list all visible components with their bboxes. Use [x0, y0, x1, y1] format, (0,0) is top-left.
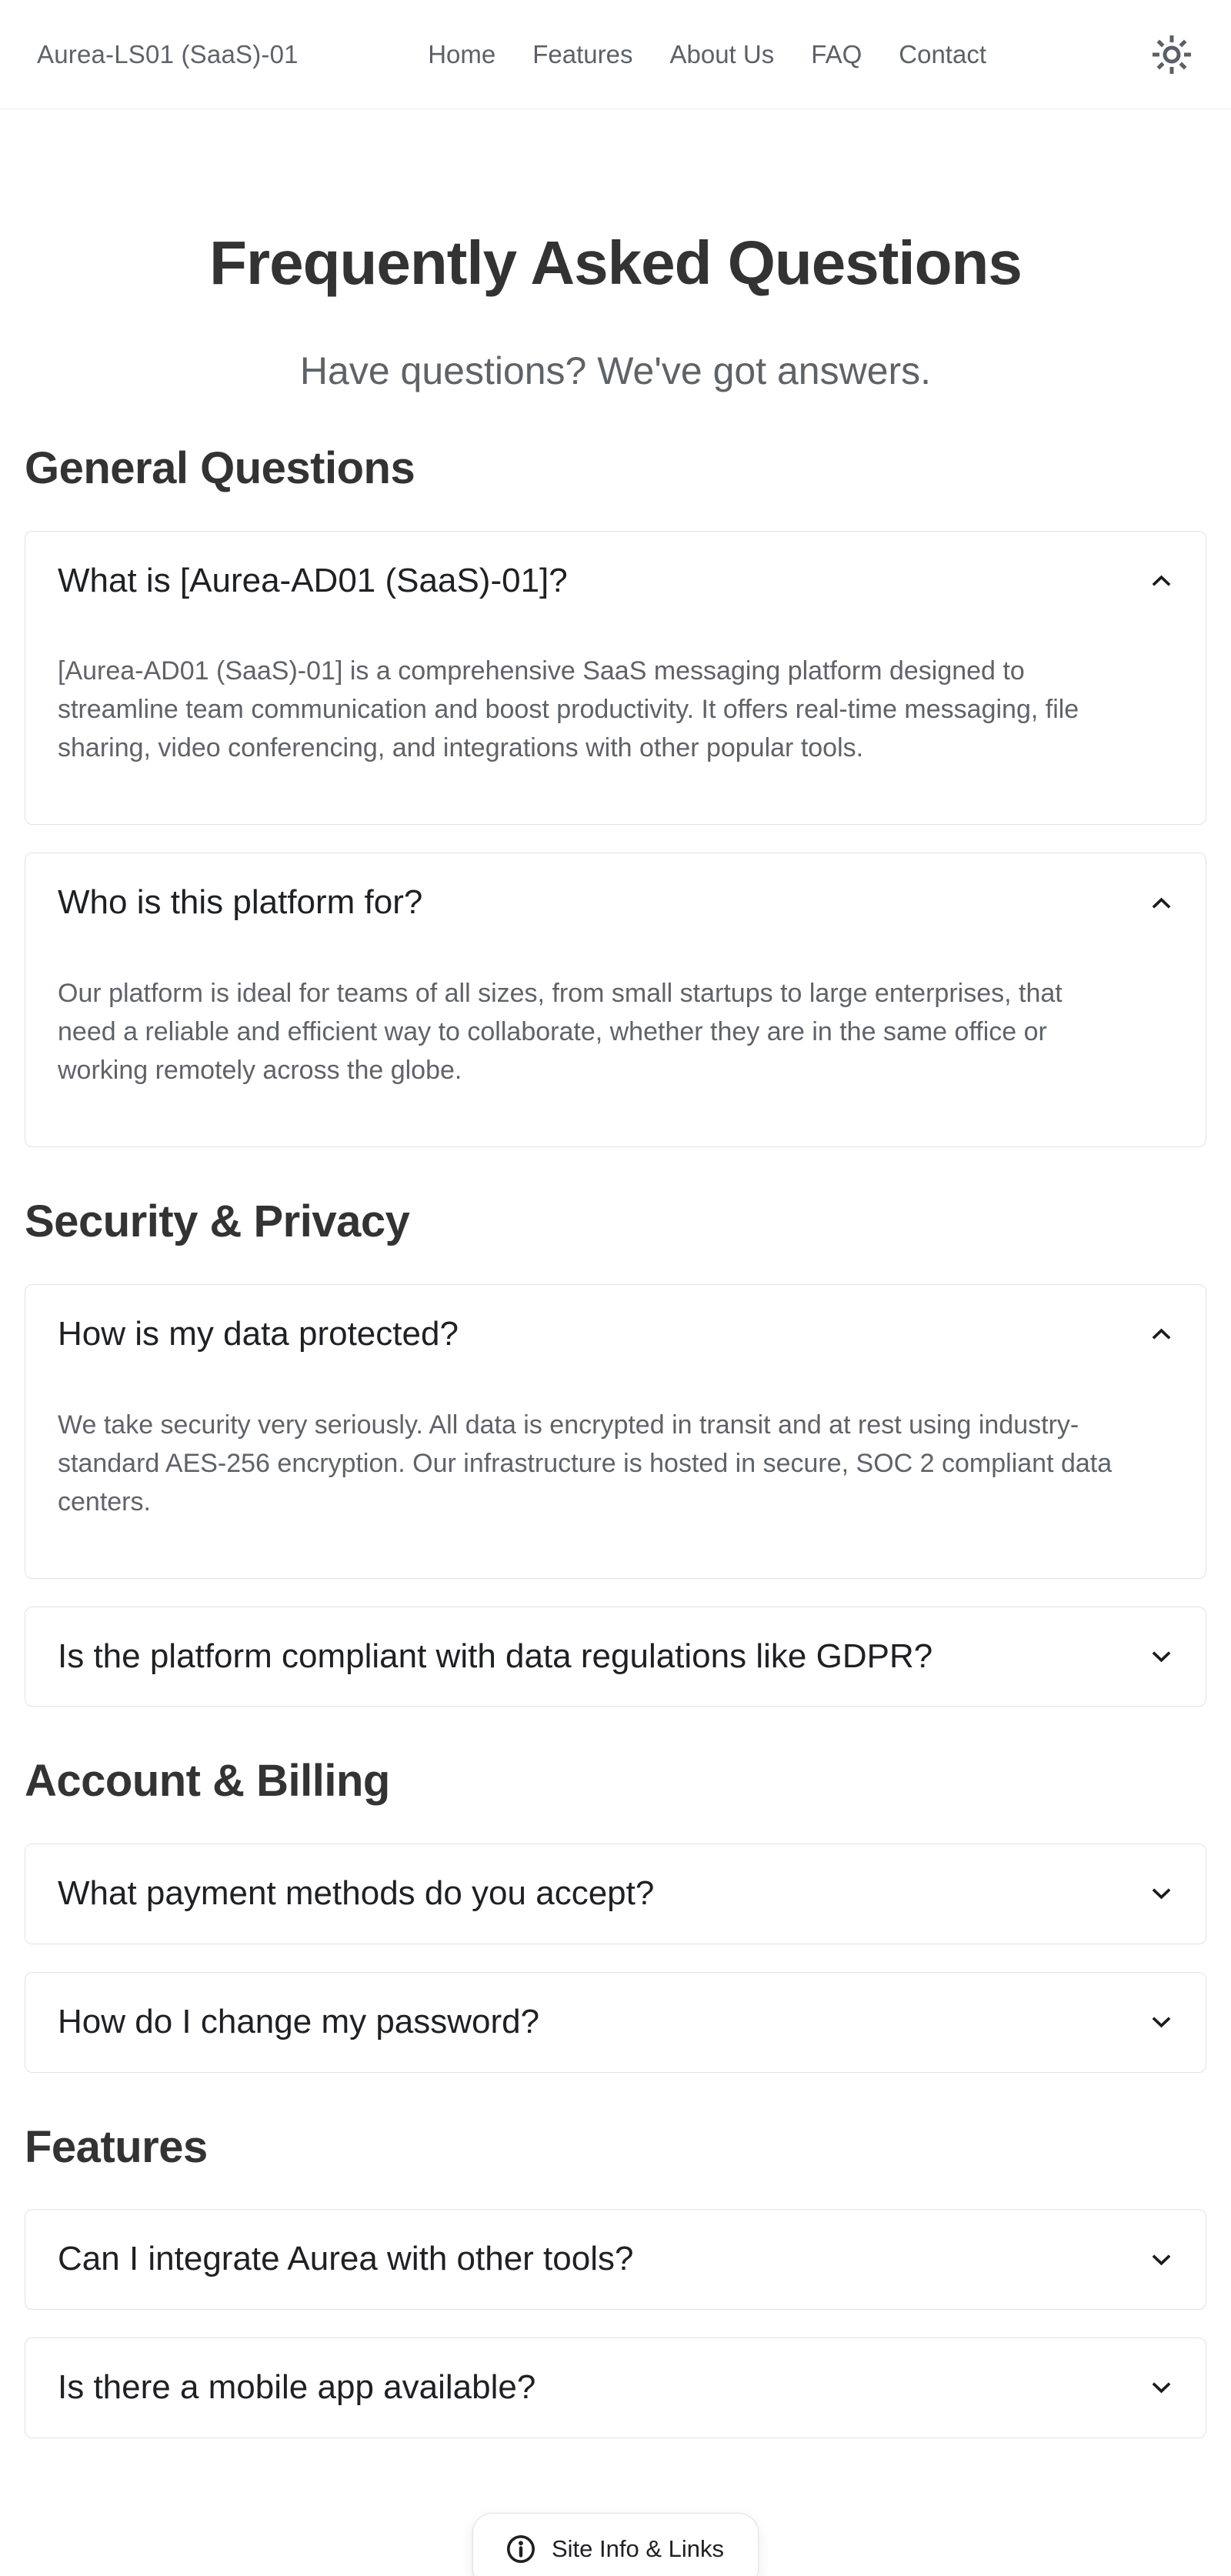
faq-question-text: What is [Aurea-AD01 (SaaS)-01]? — [58, 561, 568, 599]
chevron-up-icon — [1151, 575, 1172, 587]
faq-section — [25, 1754, 1206, 2072]
faq-question-toggle[interactable] — [25, 853, 1206, 953]
faq-question-toggle[interactable] — [25, 1607, 1206, 1707]
faq-item — [25, 2337, 1206, 2438]
faq-question-toggle[interactable] — [25, 1973, 1206, 2072]
theme-toggle-button[interactable] — [1149, 32, 1194, 77]
brand-link[interactable]: Aurea-LS01 (SaaS)-01 — [37, 39, 299, 68]
nav-link-about-us[interactable]: About Us — [669, 39, 775, 68]
site-header — [0, 0, 1231, 109]
chevron-down-icon — [1151, 2254, 1172, 2266]
nav-link-features[interactable]: Features — [532, 39, 633, 68]
faq-section-cards — [25, 531, 1206, 1148]
faq-answer-text: [Aurea-AD01 (SaaS)-01] is a comprehensive SaaS messaging platform designed to streamline team communication and boost productivity. It offers real-time messaging, file sharing, video conferencing, and integrations with other popular tools. — [58, 656, 1079, 763]
faq-question-toggle[interactable] — [25, 1285, 1206, 1384]
faq-question-text: Who is this platform for? — [58, 883, 423, 922]
faq-question-text: What payment methods do you accept? — [58, 1874, 655, 1912]
nav-link-home[interactable]: Home — [428, 39, 496, 68]
sun-icon — [1149, 32, 1194, 77]
faq-answer-text: Our platform is ideal for teams of all sizes, from small startups to large enterprises, that need a reliable and efficient way to collaborate, whether they are in the same office or working remotely across the globe. — [58, 979, 1063, 1086]
faq-section-cards — [25, 2209, 1206, 2438]
chevron-down-icon — [1151, 2016, 1172, 2028]
faq-section — [25, 2121, 1206, 2438]
chevron-down-icon — [1151, 1650, 1172, 1663]
faq-item — [25, 1284, 1206, 1579]
section-heading: Account & Billing — [25, 1756, 390, 1807]
chevron-down-icon — [1151, 2381, 1172, 2394]
faq-item — [25, 1607, 1206, 1707]
faq-question-toggle[interactable] — [25, 2338, 1206, 2438]
nav-link-faq[interactable]: FAQ — [811, 39, 862, 68]
faq-item — [25, 2209, 1206, 2310]
faq-item — [25, 1844, 1206, 1944]
chevron-up-icon — [1151, 1328, 1172, 1340]
info-icon — [505, 2534, 536, 2564]
section-heading: General Questions — [25, 443, 415, 493]
main-nav — [428, 40, 986, 69]
page-subtitle: Have questions? We've got answers. — [299, 349, 932, 392]
faq-section — [25, 442, 1206, 1147]
faq-question-text: Is there a mobile app available? — [58, 2367, 536, 2406]
site-info-widget[interactable] — [472, 2513, 759, 2576]
faq-section-cards — [25, 1844, 1206, 2073]
section-heading: Security & Privacy — [25, 1196, 410, 1247]
nav-link-contact[interactable]: Contact — [899, 39, 986, 68]
faq-question-toggle[interactable] — [25, 2210, 1206, 2309]
faq-section-cards — [25, 1284, 1206, 1707]
site-info-label: Site Info & Links — [551, 2535, 725, 2562]
section-heading: Features — [25, 2121, 208, 2172]
hero — [0, 109, 1231, 394]
faq-list — [0, 442, 1231, 2438]
faq-item — [25, 531, 1206, 826]
faq-question-toggle[interactable] — [25, 1844, 1206, 1944]
faq-section — [25, 1195, 1206, 1707]
chevron-down-icon — [1151, 1887, 1172, 1900]
chevron-up-icon — [1151, 897, 1172, 909]
faq-item — [25, 853, 1206, 1147]
faq-item — [25, 1972, 1206, 2073]
faq-question-text: How do I change my password? — [58, 2002, 540, 2040]
faq-question-toggle[interactable] — [25, 532, 1206, 631]
page-title: Frequently Asked Questions — [209, 229, 1022, 297]
faq-answer-text: We take security very seriously. All data is encrypted in transit and at rest using industry-standard AES-256 encryption. Our infrastructure is hosted in secure, SOC 2 compliant data centers. — [58, 1410, 1113, 1517]
faq-question-text: Is the platform compliant with data regulations like GDPR? — [58, 1637, 933, 1675]
faq-question-text: How is my data protected? — [58, 1314, 459, 1353]
faq-question-text: Can I integrate Aurea with other tools? — [58, 2240, 634, 2278]
